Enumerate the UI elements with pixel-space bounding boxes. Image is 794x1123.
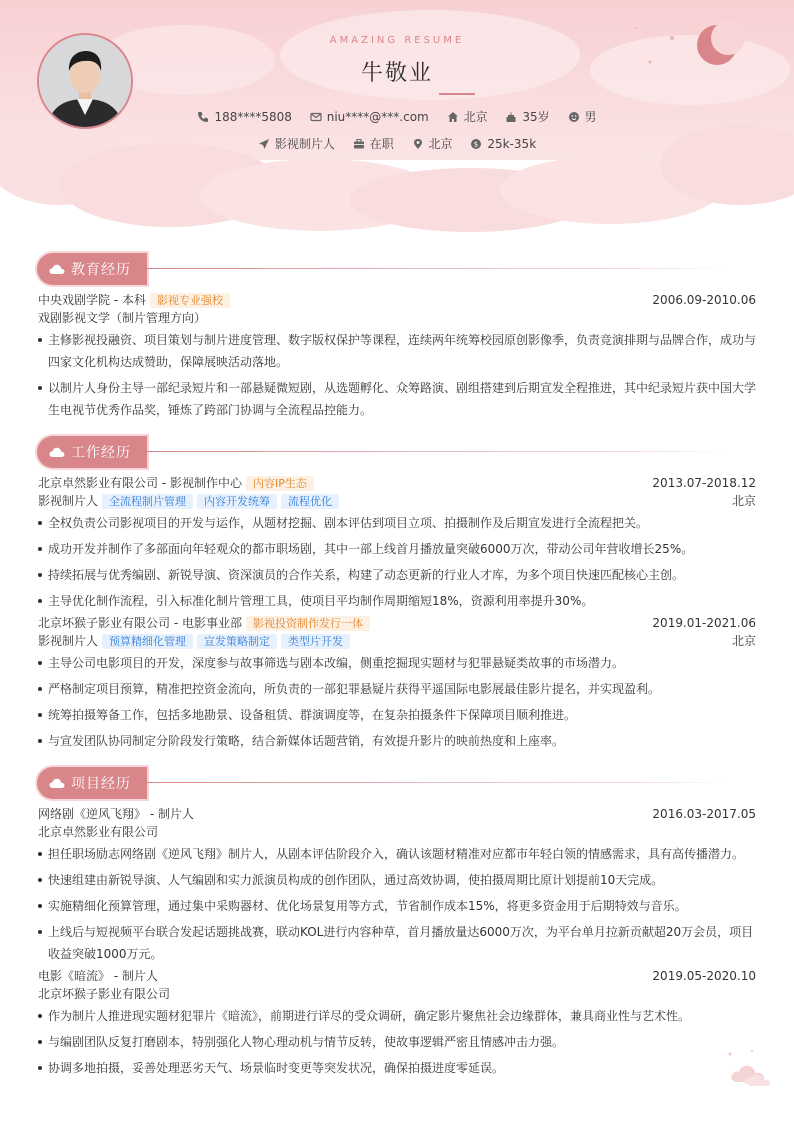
- list-item: 严格制定项目预算，精准把控资金流向，所负责的一部犯罪悬疑片获得平遥国际电影展最佳影片提名，并实现盈利。: [38, 678, 756, 700]
- section-projects-header: [37, 767, 737, 799]
- location-pin-icon: [412, 138, 424, 150]
- briefcase-icon: [353, 138, 365, 150]
- salary-icon: [470, 138, 482, 150]
- intent-city: [412, 135, 453, 152]
- section-pill: [37, 436, 147, 468]
- school-tag: 影视专业强校: [150, 293, 230, 308]
- home-icon: [447, 111, 459, 123]
- contact-age: [505, 108, 549, 125]
- section-divider: [147, 451, 722, 452]
- skill-tag: 类型片开发: [281, 634, 350, 649]
- contact-email-text: niu****@***.com: [326, 109, 429, 124]
- section-work-header: [37, 436, 737, 468]
- company-tag: 内容IP生态: [246, 476, 314, 491]
- contact-gender-text: 男: [584, 110, 597, 124]
- work-city: 北京: [731, 634, 756, 648]
- intent-status-text: 在职: [369, 137, 394, 151]
- contact-row: [0, 108, 794, 125]
- company-tag: 影视投资制作发行一体: [246, 616, 370, 631]
- list-item: 与编剧团队反复打磨剧本，特别强化人物心理动机与情节反转，使故事逻辑严密且情感冲击力强。: [38, 1031, 756, 1053]
- section-title: 工作经历: [71, 445, 131, 461]
- work-entry: [38, 474, 756, 616]
- name-underline: [439, 93, 475, 95]
- skill-tag: 预算精细化管理: [102, 634, 193, 649]
- contact-home: [447, 108, 488, 125]
- project-name: 网络剧《逆风飞翔》 - 制片人: [38, 807, 194, 821]
- mail-icon: [310, 111, 322, 123]
- skill-tag: 流程优化: [281, 494, 339, 509]
- list-item: 协调多地拍摄，妥善处理恶劣天气、场景临时变更等突发状况，确保拍摄进度零延误。: [38, 1057, 756, 1079]
- cloud-icon: [49, 778, 65, 788]
- job-role: 影视制片人: [38, 634, 99, 648]
- contact-email: [310, 110, 429, 124]
- section-pill: [37, 767, 147, 799]
- skill-tag: 内容开发统筹: [197, 494, 277, 509]
- list-item: 与宣发团队协同制定分阶段发行策略，结合新媒体话题营销，有效提升影片的映前热度和上座率。: [38, 730, 756, 752]
- list-item: 以制片人身份主导一部纪录短片和一部悬疑微短剧，从选题孵化、众筹路演、剧组搭建到后期宣发全程推进，其中纪录短片获中国大学生电视节优秀作品奖，锤炼了跨部门协调与全流程品控能力。: [38, 377, 756, 421]
- work-period: 2019.01-2021.06: [652, 616, 756, 630]
- education-major: 戏剧影视文学（制片管理方向）: [38, 311, 207, 325]
- project-org: 北京坏猴子影业有限公司: [38, 987, 171, 1001]
- school-name: 中央戏剧学院 - 本科: [38, 293, 146, 307]
- project-bullets: [38, 843, 756, 965]
- work-bullets: [38, 652, 756, 752]
- intent-row: [0, 135, 794, 152]
- list-item: 主导优化制作流程，引入标准化制片管理工具，使项目平均制作周期缩短18%，资源利用率提升30%。: [38, 590, 756, 612]
- skill-tag: 宣发策略制定: [197, 634, 277, 649]
- intent-position-text: 影视制片人: [274, 137, 335, 151]
- list-item: 成功开发并制作了多部面向年轻观众的都市职场剧，其中一部上线首月播放量突破6000万次，带动公司年营收增长25%。: [38, 538, 756, 560]
- project-period: 2016.03-2017.05: [652, 807, 756, 821]
- job-role: 影视制片人: [38, 494, 99, 508]
- list-item: 持续拓展与优秀编剧、新锐导演、资深演员的合作关系，构建了动态更新的行业人才库，为多个项目快速匹配核心主创。: [38, 564, 756, 586]
- company-name: 北京卓然影业有限公司 - 影视制作中心: [38, 476, 242, 490]
- tagline: AMAZING RESUME: [329, 35, 465, 46]
- list-item: 主修影视投融资、项目策划与制片进度管理、数字版权保护等课程，连续两年统筹校园原创影像季，负责竞演排期与品牌合作，成功与四家文化机构达成赞助，保障展映活动落地。: [38, 329, 756, 373]
- education-bullets: [38, 329, 756, 421]
- list-item: 担任职场励志网络剧《逆风飞翔》制片人，从剧本评估阶段介入，确认该题材精准对应都市年轻白领的情感需求，具有高传播潜力。: [38, 843, 756, 865]
- phone-icon: [197, 111, 209, 123]
- section-title: 项目经历: [71, 776, 131, 792]
- section-education-header: [37, 253, 737, 285]
- intent-salary-text: 25k-35k: [487, 136, 537, 151]
- corner-cloud-decoration: [724, 1048, 786, 1088]
- contact-phone-text: 188****5808: [214, 109, 292, 124]
- section-divider: [147, 782, 722, 783]
- list-item: 全权负责公司影视项目的开发与运作，从题材挖掘、剧本评估到项目立项、拍摄制作及后期宣发进行全流程把关。: [38, 512, 756, 534]
- project-entry: [38, 805, 756, 969]
- project-name: 电影《暗流》 - 制片人: [38, 969, 158, 983]
- work-bullets: [38, 512, 756, 612]
- contact-home-text: 北京: [463, 110, 488, 124]
- education-entry: [38, 291, 756, 425]
- send-icon: [258, 138, 270, 150]
- company-name: 北京坏猴子影业有限公司 - 电影事业部: [38, 616, 242, 630]
- project-period: 2019.05-2020.10: [652, 969, 756, 983]
- work-city: 北京: [731, 494, 756, 508]
- contact-age-text: 35岁: [522, 110, 550, 124]
- contact-phone: [197, 110, 291, 124]
- cloud-icon: [49, 264, 65, 274]
- list-item: 快速组建由新锐导演、人气编剧和实力派演员构成的创作团队，通过高效协调，使拍摄周期比原计划提前10天完成。: [38, 869, 756, 891]
- list-item: 作为制片人推进现实题材犯罪片《暗流》，前期进行详尽的受众调研，确定影片聚焦社会边缘群体，兼具商业性与艺术性。: [38, 1005, 756, 1027]
- intent-city-text: 北京: [428, 137, 453, 151]
- work-entry: [38, 614, 756, 756]
- project-bullets: [38, 1005, 756, 1079]
- contact-gender: [568, 108, 597, 125]
- education-period: 2006.09-2010.06: [652, 293, 756, 307]
- project-entry: [38, 967, 756, 1083]
- intent-status: [353, 135, 394, 152]
- skill-tag: 全流程制片管理: [102, 494, 193, 509]
- intent-position: [258, 135, 335, 152]
- list-item: 实施精细化预算管理，通过集中采购器材、优化场景复用等方式，节省制作成本15%，将更多资金用于后期特效与音乐。: [38, 895, 756, 917]
- intent-salary: [470, 137, 536, 151]
- candidate-name: 牛敬业: [360, 61, 433, 86]
- project-org: 北京卓然影业有限公司: [38, 825, 159, 839]
- section-title: 教育经历: [71, 262, 131, 278]
- list-item: 上线后与短视频平台联合发起话题挑战赛，联动KOL进行内容种草，首月播放量达6000万次，为平台单月拉新贡献超20万会员，项目收益突破1000万元。: [38, 921, 756, 965]
- section-pill: [37, 253, 147, 285]
- gender-icon: [568, 111, 580, 123]
- work-period: 2013.07-2018.12: [652, 476, 756, 490]
- list-item: 统筹拍摄筹备工作，包括多地勘景、设备租赁、群演调度等，在复杂拍摄条件下保障项目顺利推进。: [38, 704, 756, 726]
- section-divider: [147, 268, 722, 269]
- cake-icon: [505, 111, 517, 123]
- list-item: 主导公司电影项目的开发，深度参与故事筛选与剧本改编，侧重挖掘现实题材与犯罪悬疑类故事的市场潜力。: [38, 652, 756, 674]
- svg-text:$: $: [474, 140, 479, 149]
- cloud-icon: [49, 447, 65, 457]
